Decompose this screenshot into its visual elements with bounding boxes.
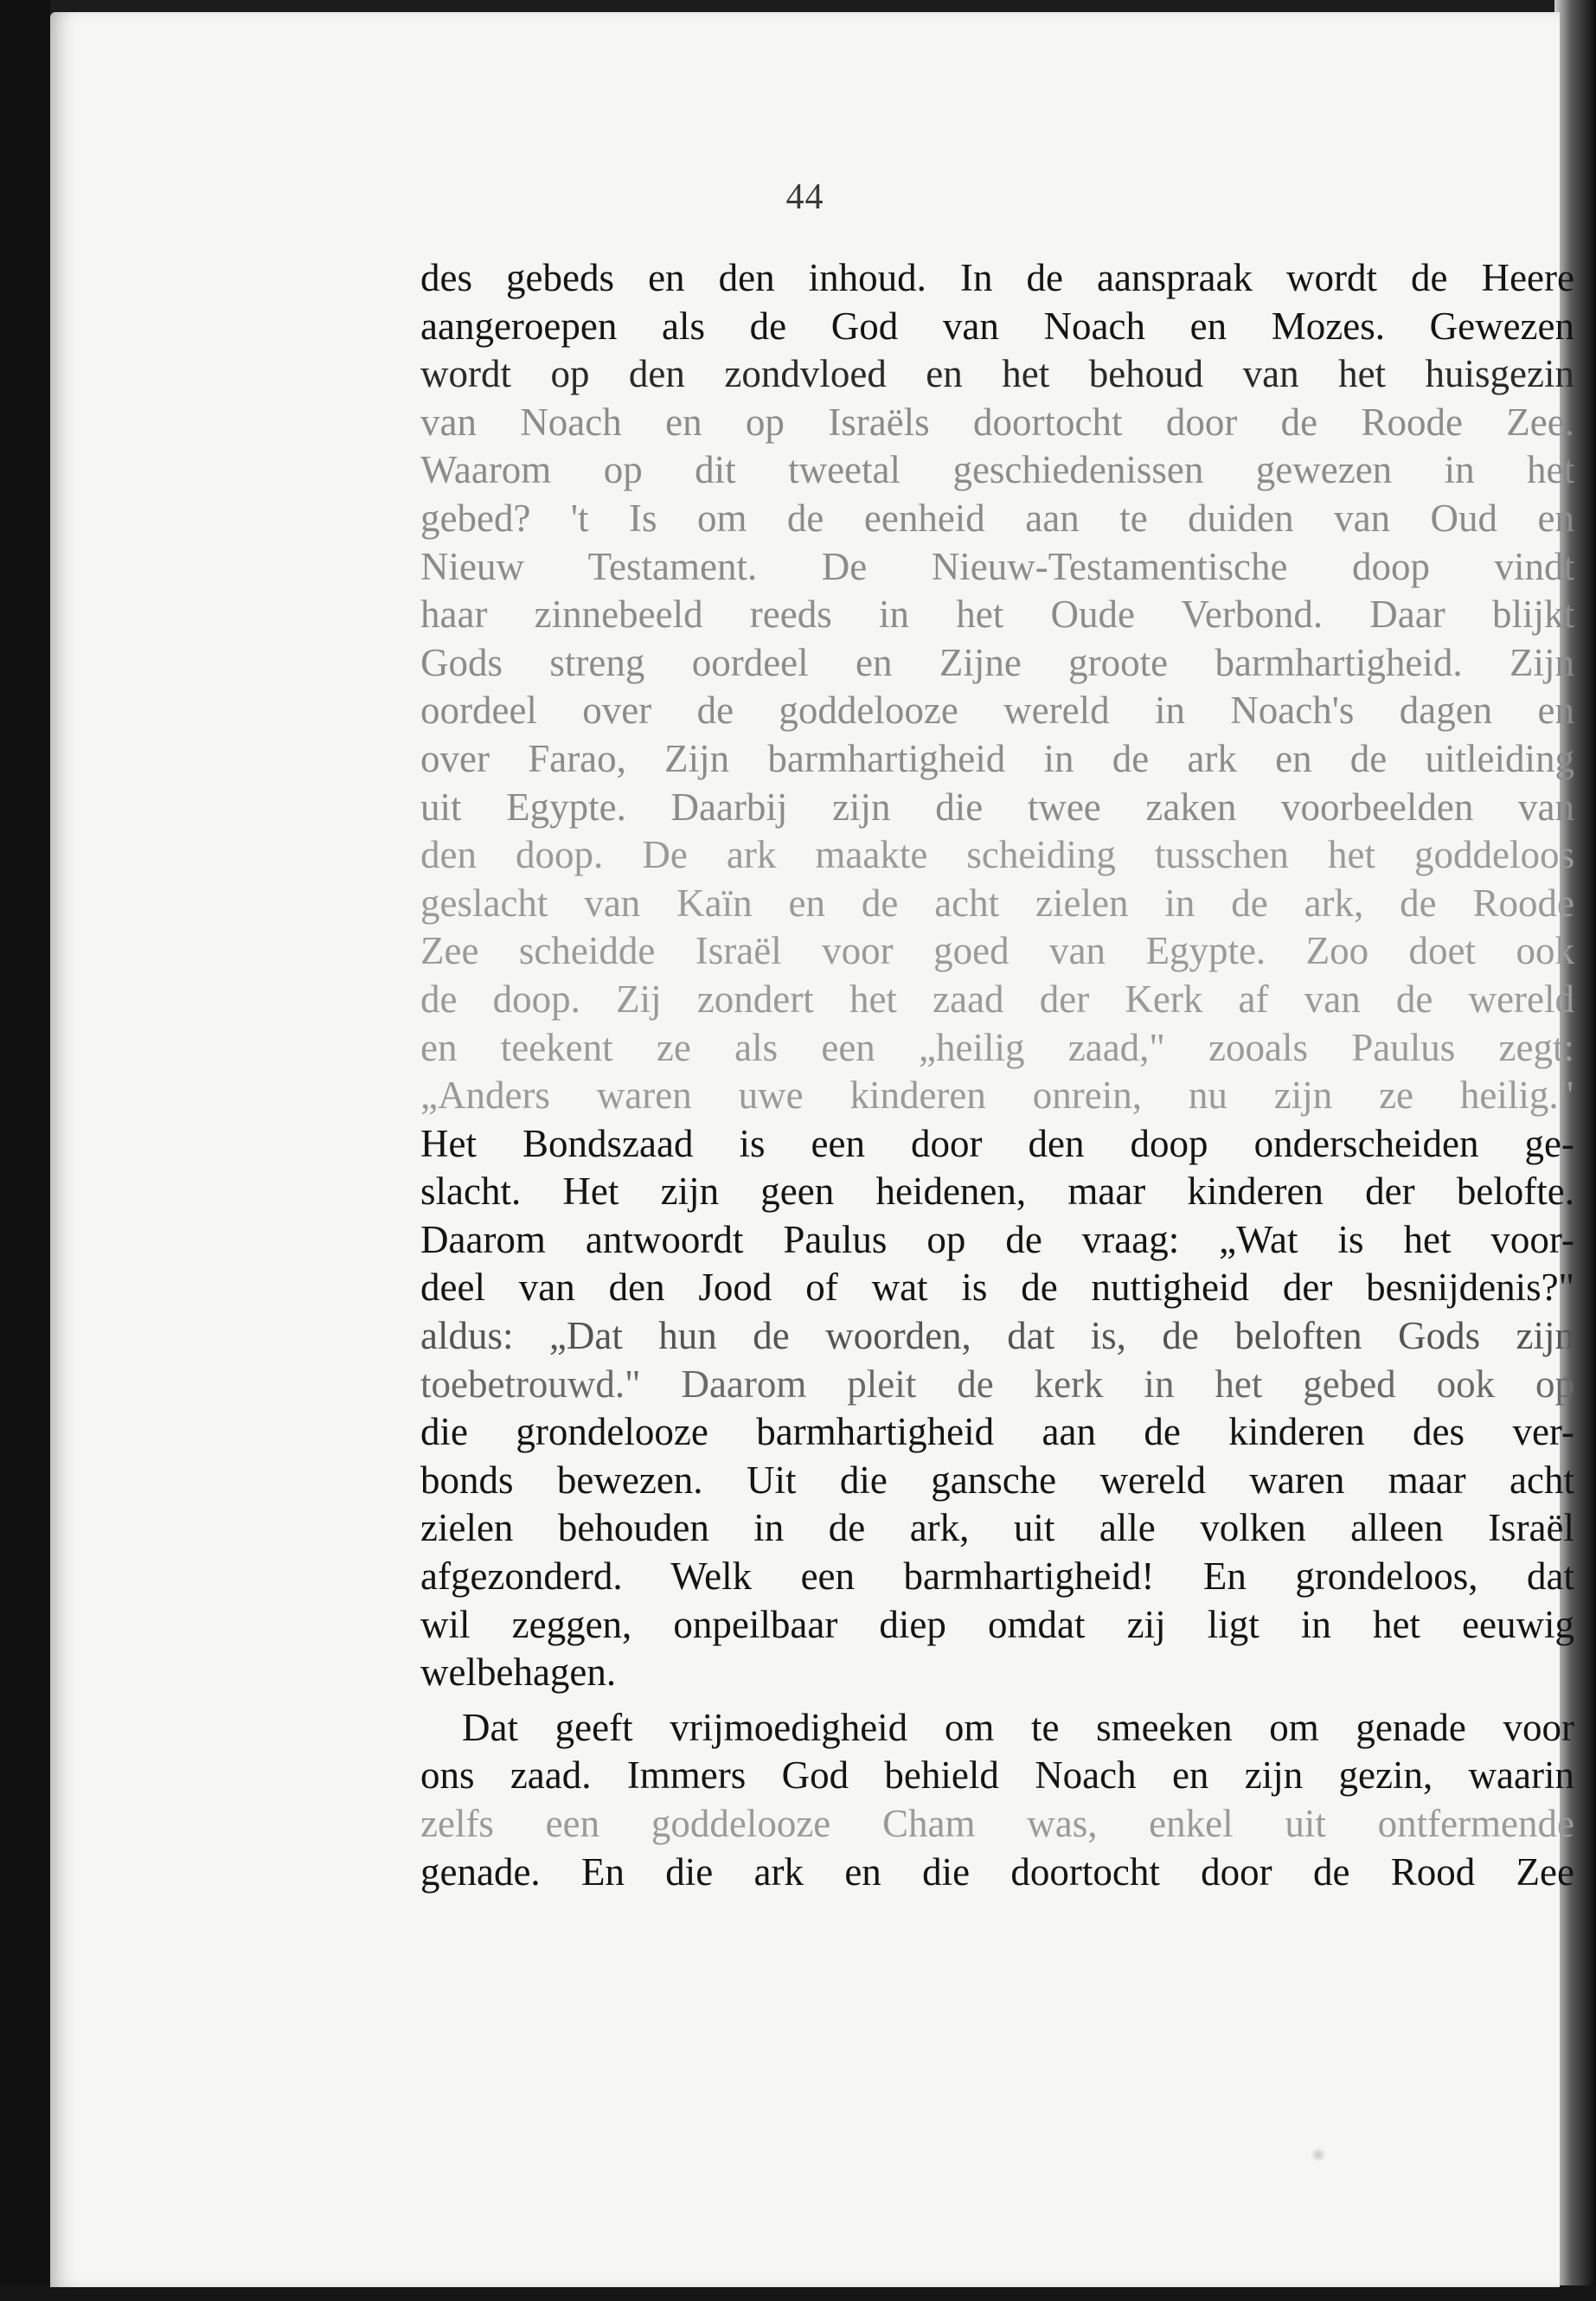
- text-line: van Noach en op Israëls doortocht door de Roode Zee.: [420, 400, 1574, 444]
- text-line: gebed? 't Is om de eenheid aan te duiden van Oud en: [420, 496, 1574, 540]
- text-line: haar zinnebeeld reeds in het Oude Verbond. Daar blijkt: [420, 593, 1574, 637]
- text-line: deel van den Jood of wat is de nuttigheid der besnijdenis?": [420, 1266, 1574, 1310]
- text-line: des gebeds en den inhoud. In de aanspraak wordt de Heere: [420, 256, 1574, 299]
- text-line: Daarom antwoordt Paulus op de vraag: „Wat is het voor-: [420, 1217, 1574, 1261]
- paragraph-gap: [420, 1697, 1574, 1704]
- scan-border-left: [0, 0, 50, 2301]
- text-line: wordt op den zondvloed en het behoud van het huisgezin: [420, 352, 1574, 396]
- paper-speck: [1309, 2149, 1328, 2161]
- text-line: Gods streng oordeel en Zijne groote barmhartigheid. Zijn: [420, 640, 1574, 684]
- text-line: zielen behouden in de ark, uit alle volken alleen Israël: [420, 1506, 1574, 1550]
- text-line: bonds bewezen. Uit die gansche wereld waren maar acht: [420, 1458, 1574, 1502]
- text-line: de doop. Zij zondert het zaad der Kerk af van de wereld: [420, 977, 1574, 1021]
- page-number: 44: [785, 177, 824, 217]
- text-line: Dat geeft vrijmoedigheid om te smeeken om genade voor: [462, 1705, 1574, 1749]
- text-line: over Farao, Zijn barmhartigheid in de ark en de uitleiding: [420, 736, 1574, 780]
- text-line: geslacht van Kaïn en de acht zielen in de ark, de Roode: [420, 881, 1574, 925]
- text-line: en teekent ze als een „heilig zaad," zooals Paulus zegt:: [420, 1025, 1574, 1069]
- text-line: die grondelooze barmhartigheid aan de kinderen des ver-: [420, 1410, 1574, 1454]
- text-line: aangeroepen als de God van Noach en Mozes. Gewezen: [420, 304, 1574, 348]
- text-line: afgezonderd. Welk een barmhartigheid! En grondeloos, dat: [420, 1554, 1574, 1599]
- text-line: genade. En die ark en die doortocht door de Rood Zee: [420, 1849, 1574, 1894]
- text-line: „Anders waren uwe kinderen onrein, nu zijn ze heilig.": [420, 1074, 1574, 1118]
- text-line: den doop. De ark maakte scheiding tusschen het goddeloos: [420, 833, 1574, 877]
- text-line: Nieuw Testament. De Nieuw-Testamentische doop vindt: [420, 544, 1574, 588]
- text-line: welbehagen.: [420, 1650, 617, 1695]
- text-line: uit Egypte. Daarbij zijn die twee zaken voorbeelden van: [420, 785, 1574, 829]
- text-line: Het Bondszaad is een door den doop onderscheiden ge-: [420, 1121, 1574, 1165]
- text-line: ons zaad. Immers God behield Noach en zijn gezin, waarin: [420, 1753, 1574, 1798]
- text-line: wil zeggen, onpeilbaar diep omdat zij ligt in het eeuwig: [420, 1602, 1574, 1646]
- text-line: zelfs een goddelooze Cham was, enkel uit ontfermende: [420, 1802, 1574, 1845]
- text-line: aldus: „Dat hun de woorden, dat is, de beloften Gods zijn: [420, 1314, 1574, 1358]
- body-text: [420, 254, 1574, 1896]
- text-line: Zee scheidde Israël voor goed van Egypte. Zoo doet ook: [420, 929, 1574, 973]
- text-line: toebetrouwd." Daarom pleit de kerk in het gebed ook op: [420, 1362, 1574, 1406]
- scan-border-bottom: [0, 2285, 1596, 2301]
- text-line: oordeel over de goddelooze wereld in Noach's dagen en: [420, 689, 1574, 733]
- text-line: slacht. Het zijn geen heidenen, maar kinderen der belofte.: [420, 1170, 1574, 1214]
- text-line: Waarom op dit tweetal geschiedenissen gewezen in het: [420, 448, 1574, 492]
- book-page: [50, 12, 1574, 2287]
